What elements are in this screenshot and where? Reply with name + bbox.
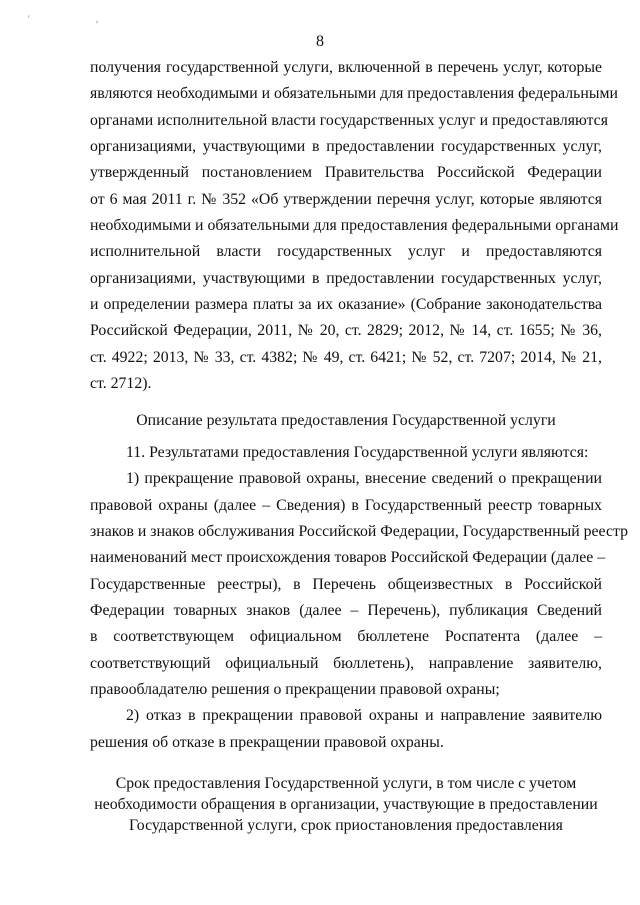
text-line: Федерации товарных знаков (далее – Перечень), публикация Сведений — [90, 602, 602, 620]
text-line: утвержденный постановлением Правительства Российской Федерации — [90, 164, 602, 182]
text-line: 2) отказ в прекращении правовой охраны и направление заявителю — [126, 707, 602, 725]
text-line: органами исполнительной власти государственных услуг и предоставляются — [90, 111, 608, 129]
text-line: ст. 2712). — [90, 375, 152, 393]
text-line: от 6 мая 2011 г. № 352 «Об утверждении перечня услуг, которые являются — [90, 190, 602, 208]
text-line: знаков и знаков обслуживания Российской Федерации, Государственный реестр — [90, 523, 628, 541]
text-line: правовой охраны (далее – Сведения) в Государственный реестр товарных — [90, 496, 602, 514]
heading-line: необходимости обращения в организации, участвующие в предоставлении — [94, 796, 598, 813]
text-line: решения об отказе в прекращении правовой охраны. — [90, 733, 444, 751]
text-line: в соответствующем официальном бюллетене Роспатента (далее – — [90, 628, 602, 646]
text-line: Государственные реестры), в Перечень общеизвестных в Российской — [90, 575, 602, 593]
text-line: являются необходимыми и обязательными для предоставления федеральными — [90, 85, 618, 103]
item-11-intro: 11. Результатами предоставления Государственной услуги являются: — [126, 444, 589, 461]
text-line: получения государственной услуги, включенной в перечень услуг, которые — [90, 59, 602, 76]
page-number: 8 — [316, 33, 324, 50]
text-line: необходимыми и обязательными для предоставления федеральными органами — [90, 217, 619, 235]
item-11-block — [90, 440, 628, 756]
section-heading: Описание результата предоставления Государственной услуги — [136, 412, 556, 429]
paragraph-continuation — [90, 55, 619, 397]
section-heading-term — [90, 773, 602, 836]
text-line: и определении размера платы за их оказание» (Собрание законодательства — [90, 296, 602, 314]
text-line: исполнительной власти государственных услуг и предоставляются — [90, 243, 602, 261]
heading-line: Срок предоставления Государственной услуги, в том числе с учетом — [115, 775, 577, 792]
text-line: соответствующий официальный бюллетень), направление заявителю, — [90, 654, 602, 672]
text-line: Российской Федерации, 2011, № 20, ст. 2829; 2012, № 14, ст. 1655; № 36, — [90, 322, 602, 340]
text-line: ст. 4922; 2013, № 33, ст. 4382; № 49, ст. 6421; № 52, ст. 7207; 2014, № 21, — [90, 348, 602, 366]
heading-line: Государственной услуги, срок приостановления предоставления — [129, 817, 563, 834]
text-line: организациями, участвующими в предоставлении государственных услуг, — [90, 138, 602, 156]
text-line: организациями, участвующими в предоставлении государственных услуг, — [90, 269, 602, 287]
text-line: правообладателю решения о прекращении правовой охраны; — [90, 681, 500, 699]
text-line: наименований мест происхождения товаров Российской Федерации (далее – — [90, 549, 606, 567]
text-line: 1) прекращение правовой охраны, внесение сведений о прекращении — [126, 470, 602, 488]
scan-corner-marks: ' , — [28, 14, 131, 24]
